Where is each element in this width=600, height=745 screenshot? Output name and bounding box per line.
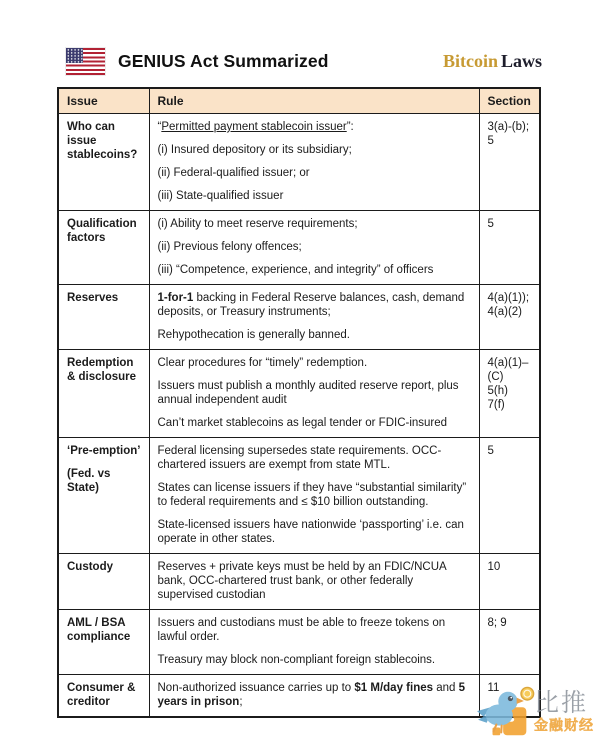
watermark-subtext: 金融财经 bbox=[534, 717, 594, 733]
section-cell: 3(a)-(b); 5 bbox=[479, 114, 540, 211]
col-header-section: Section bbox=[479, 88, 540, 114]
header-left bbox=[66, 48, 329, 75]
rule-cell: Reserves + private keys must be held by an FDIC/NCUA bank, OCC-chartered trust bank, or other federally supervised custodian bbox=[149, 554, 479, 610]
header bbox=[57, 48, 542, 75]
watermark-text bbox=[534, 691, 594, 732]
section-cell: 4(a)(1)–(C) 5(h) 7(f) bbox=[479, 350, 540, 438]
us-flag-icon bbox=[66, 48, 105, 75]
col-header-issue: Issue bbox=[58, 88, 149, 114]
issue-cell: Who can issue stablecoins? bbox=[58, 114, 149, 211]
table-header bbox=[58, 88, 540, 114]
page-title: GENIUS Act Summarized bbox=[118, 51, 329, 71]
table-row bbox=[58, 114, 540, 211]
rule-cell: Clear procedures for “timely” redemption. Issuers must publish a monthly audited reserve report, plus annual independent audit Can’t market stablecoins as legal tender or FDIC-insured bbox=[149, 350, 479, 438]
table-row bbox=[58, 438, 540, 554]
col-header-rule: Rule bbox=[149, 88, 479, 114]
watermark-logo bbox=[476, 685, 594, 743]
section-cell: 8; 9 bbox=[479, 610, 540, 675]
brand-laws-text: Laws bbox=[500, 51, 542, 71]
section-cell: 11 bbox=[479, 675, 540, 718]
section-cell: 5 bbox=[479, 438, 540, 554]
table-row bbox=[58, 675, 540, 718]
rule-cell: Federal licensing supersedes state requirements. OCC-chartered issuers are exempt from state MTL. States can license issuers if they have “substantial similarity” to federal requirements and ≤ $10 billion outstanding. State-licensed issuers have nationwide ‘passporting’ i.e. can operate in other states. bbox=[149, 438, 479, 554]
rule-cell: 1-for-1 backing in Federal Reserve balances, cash, demand deposits, or Treasury instruments; Rehypothecation is generally banned. bbox=[149, 285, 479, 350]
issue-cell: Consumer & creditor bbox=[58, 675, 149, 718]
summary-table bbox=[57, 87, 541, 718]
rule-cell: “Permitted payment stablecoin issuer”: (i) Insured depository or its subsidiary; (ii) Federal-qualified issuer; or (iii) State-qualified issuer bbox=[149, 114, 479, 211]
table-row bbox=[58, 211, 540, 285]
issue-cell: AML / BSA compliance bbox=[58, 610, 149, 675]
table-row bbox=[58, 285, 540, 350]
table-row bbox=[58, 350, 540, 438]
table-body bbox=[58, 114, 540, 718]
issue-cell: Reserves bbox=[58, 285, 149, 350]
bitpush-bird-icon bbox=[476, 685, 538, 743]
rule-cell: Non-authorized issuance carries up to $1 M/day fines and 5 years in prison; bbox=[149, 675, 479, 718]
brand-bitcoin-text: Bitcoin bbox=[442, 51, 498, 71]
issue-cell: ‘Pre-emption’ (Fed. vs State) bbox=[58, 438, 149, 554]
table-row bbox=[58, 554, 540, 610]
rule-cell: Issuers and custodians must be able to freeze tokens on lawful order. Treasury may block non-compliant foreign stablecoins. bbox=[149, 610, 479, 675]
table-header-row bbox=[58, 88, 540, 114]
brand-logo bbox=[443, 51, 542, 72]
rule-cell: (i) Ability to meet reserve requirements; (ii) Previous felony offences; (iii) “Competence, experience, and integrity” of officers bbox=[149, 211, 479, 285]
watermark-name: 比推 bbox=[534, 689, 589, 717]
issue-cell: Custody bbox=[58, 554, 149, 610]
issue-cell: Qualification factors bbox=[58, 211, 149, 285]
section-cell: 4(a)(1)); 4(a)(2) bbox=[479, 285, 540, 350]
section-cell: 10 bbox=[479, 554, 540, 610]
section-cell: 5 bbox=[479, 211, 540, 285]
issue-cell: Redemption & disclosure bbox=[58, 350, 149, 438]
table-row bbox=[58, 610, 540, 675]
